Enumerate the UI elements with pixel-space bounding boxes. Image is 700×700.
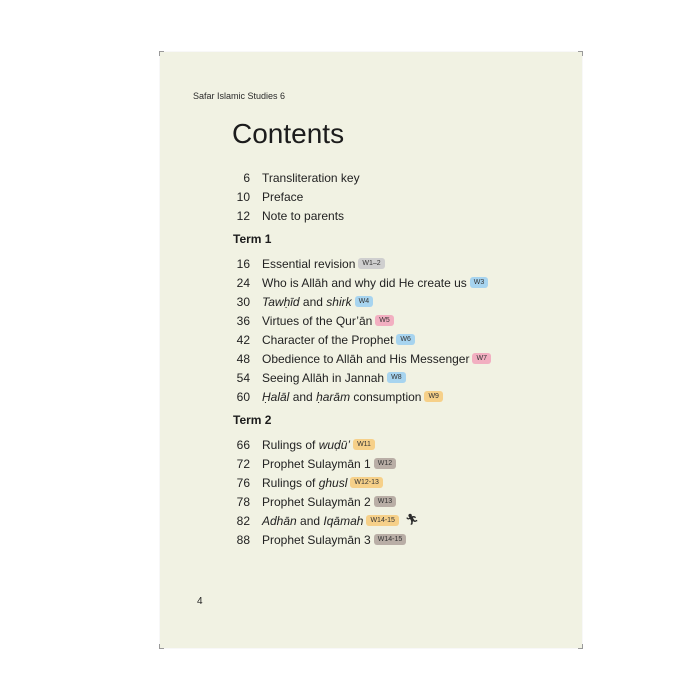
entry-title: Essential revision: [262, 256, 356, 271]
week-badge: W9: [424, 391, 443, 402]
contents-list: [222, 168, 562, 549]
week-badge: W8: [387, 372, 406, 383]
entry-page-number: 24: [236, 275, 250, 290]
entry-title-text: consumption: [350, 389, 422, 404]
toc-entry: [222, 492, 562, 511]
toc-entry: [222, 349, 562, 368]
entry-title: Preface: [262, 189, 304, 204]
week-badge: W1–2: [358, 258, 384, 269]
entry-title: [262, 295, 352, 309]
entry-title: Transliteration key: [262, 170, 360, 185]
entry-title-term: Ḥalāl: [262, 389, 290, 404]
entry-title: Seeing Allāh in Jannah: [262, 370, 385, 385]
entry-title: [262, 390, 421, 404]
entry-page-number: 30: [236, 294, 250, 309]
entry-page-number: 10: [236, 189, 250, 204]
entry-title: Prophet Sulaymān 2: [262, 494, 371, 509]
toc-entry: [222, 454, 562, 473]
toc-entry: [222, 435, 562, 454]
crop-mark: [159, 644, 164, 649]
week-badge: W7: [472, 353, 491, 364]
entry-title-term: ḥarām: [316, 389, 351, 404]
week-badge: W4: [355, 296, 374, 307]
week-badge: W14-15: [366, 515, 399, 526]
entry-title: [262, 476, 347, 490]
week-badge: W14-15: [374, 534, 407, 545]
entry-page-number: 66: [236, 437, 250, 452]
crop-mark: [578, 51, 583, 56]
entry-title: Virtues of the Qur’ān: [262, 313, 373, 328]
entry-title-term: Tawḥīd: [262, 294, 300, 309]
entry-page-number: 76: [236, 475, 250, 490]
toc-entry: [222, 330, 562, 349]
entry-title-term: Adhān: [262, 513, 297, 528]
entry-page-number: 72: [236, 456, 250, 471]
entry-title-term: Iqāmah: [323, 513, 364, 528]
toc-entry: [222, 530, 562, 549]
entry-title-text: Rulings of: [262, 475, 319, 490]
entry-title: Prophet Sulaymān 1: [262, 456, 371, 471]
entry-title-text: Rulings of: [262, 437, 319, 452]
toc-entry: [222, 187, 562, 206]
entry-title: [262, 514, 363, 528]
toc-entry: [222, 511, 562, 530]
crop-mark: [159, 51, 164, 56]
entry-title-term: wuḍū’: [318, 437, 351, 452]
entry-page-number: 48: [236, 351, 250, 366]
entry-page-number: 16: [236, 256, 250, 271]
entry-title-text: and: [296, 513, 324, 528]
toc-entry: [222, 254, 562, 273]
toc-entry: [222, 206, 562, 225]
crop-mark: [578, 644, 583, 649]
week-badge: W6: [396, 334, 415, 345]
entry-page-number: 12: [236, 208, 250, 223]
page-title: Contents: [232, 118, 345, 149]
running-head: Safar Islamic Studies 6: [193, 91, 286, 101]
entry-title: Note to parents: [262, 208, 345, 223]
term-heading: Term 1: [233, 231, 272, 246]
toc-entry: [222, 473, 562, 492]
entry-title: Prophet Sulaymān 3: [262, 532, 371, 547]
book-page: [160, 52, 582, 648]
page-number: 4: [197, 596, 203, 607]
entry-title: Character of the Prophet: [262, 332, 394, 347]
toc-entry: [222, 292, 562, 311]
week-badge: W11: [353, 439, 375, 450]
toc-entry: [222, 368, 562, 387]
entry-page-number: 60: [236, 389, 250, 404]
entry-title-term: shirk: [326, 294, 352, 309]
entry-page-number: 54: [236, 370, 250, 385]
term-heading: Term 2: [233, 412, 272, 427]
toc-entry: [222, 311, 562, 330]
entry-title: [262, 438, 350, 452]
entry-page-number: 88: [236, 532, 250, 547]
week-badge: W12-13: [350, 477, 383, 488]
entry-title: Who is Allāh and why did He create us: [262, 275, 467, 290]
week-badge: W5: [375, 315, 394, 326]
entry-page-number: 82: [236, 513, 250, 528]
week-badge: W12: [374, 458, 396, 469]
entry-title-text: and: [289, 389, 317, 404]
toc-entry: [222, 168, 562, 187]
entry-title: Obedience to Allāh and His Messenger: [262, 351, 470, 366]
entry-title-term: ghusl: [318, 475, 348, 490]
week-badge: W3: [470, 277, 489, 288]
toc-entry: [222, 273, 562, 292]
running-figure-icon: 🏃︎: [404, 514, 419, 526]
entry-page-number: 78: [236, 494, 250, 509]
toc-entry: [222, 387, 562, 406]
entry-page-number: 36: [236, 313, 250, 328]
entry-page-number: 42: [236, 332, 250, 347]
entry-title-text: and: [299, 294, 327, 309]
entry-page-number: 6: [243, 170, 250, 185]
week-badge: W13: [374, 496, 396, 507]
